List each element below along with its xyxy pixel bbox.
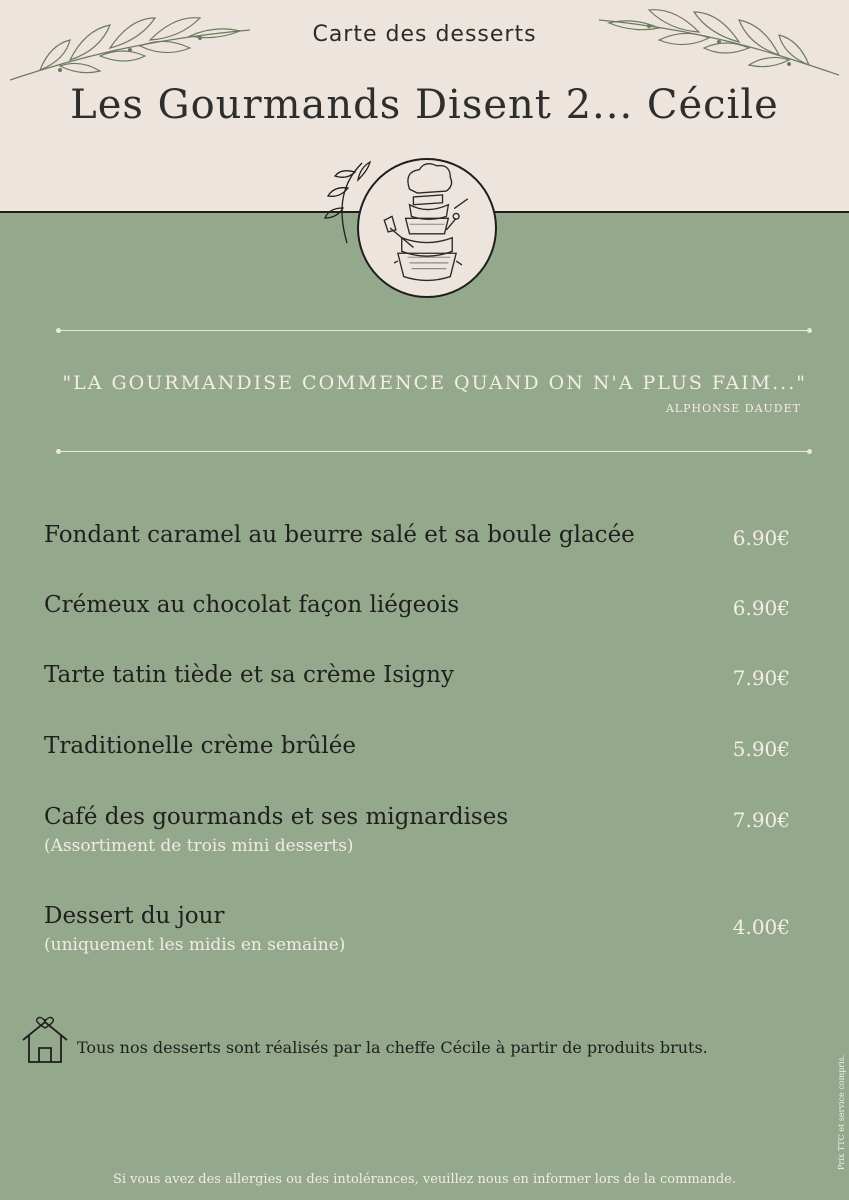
menu-item-name: Traditionelle crème brûlée <box>44 733 356 759</box>
chef-logo <box>357 158 497 298</box>
price-note: Prix TTC et service compris. <box>837 1054 846 1170</box>
allergy-notice: Si vous avez des allergies ou des intolérances, veuillez nous en informer lors de la commande. <box>112 1172 737 1187</box>
menu-item <box>44 804 804 856</box>
menu-item-price: 7.90€ <box>732 808 790 832</box>
menu-item-name: Dessert du jour <box>44 903 225 929</box>
menu-item-name: Crémeux au chocolat façon liégeois <box>44 592 460 618</box>
divider-top <box>58 330 810 331</box>
house-heart-icon <box>20 1016 70 1066</box>
menu-item-price: 4.00€ <box>732 915 790 939</box>
menu-subtitle: Carte des desserts <box>312 22 537 47</box>
menu-item <box>44 733 804 759</box>
homemade-text: Tous nos desserts sont réalisés par la cheffe Cécile à partir de produits bruts. <box>77 1038 708 1057</box>
menu-item-note: (Assortiment de trois mini desserts) <box>44 836 354 856</box>
menu-item-price: 6.90€ <box>732 596 790 620</box>
menu-item <box>44 592 804 618</box>
menu-item-name: Tarte tatin tiède et sa crème Isigny <box>44 662 454 688</box>
divider-bottom <box>58 451 810 452</box>
menu-item <box>44 522 804 548</box>
menu-item <box>44 903 804 955</box>
menu-item-price: 5.90€ <box>732 737 790 761</box>
menu-item-name: Café des gourmands et ses mignardises <box>44 804 509 830</box>
menu-item-price: 7.90€ <box>732 666 790 690</box>
restaurant-title: Les Gourmands Disent 2... Cécile <box>70 82 779 128</box>
quote-text: "LA GOURMANDISE COMMENCE QUAND ON N'A PLUS FAIM..." <box>62 372 807 394</box>
menu-item <box>44 662 804 688</box>
menu-item-price: 6.90€ <box>732 526 790 550</box>
quote-author: ALPHONSE DAUDET <box>665 402 801 415</box>
chef-hat-pots-icon <box>359 160 495 296</box>
menu-item-note: (uniquement les midis en semaine) <box>44 935 346 955</box>
homemade-note <box>20 1016 835 1066</box>
menu-item-name: Fondant caramel au beurre salé et sa boule glacée <box>44 522 635 548</box>
